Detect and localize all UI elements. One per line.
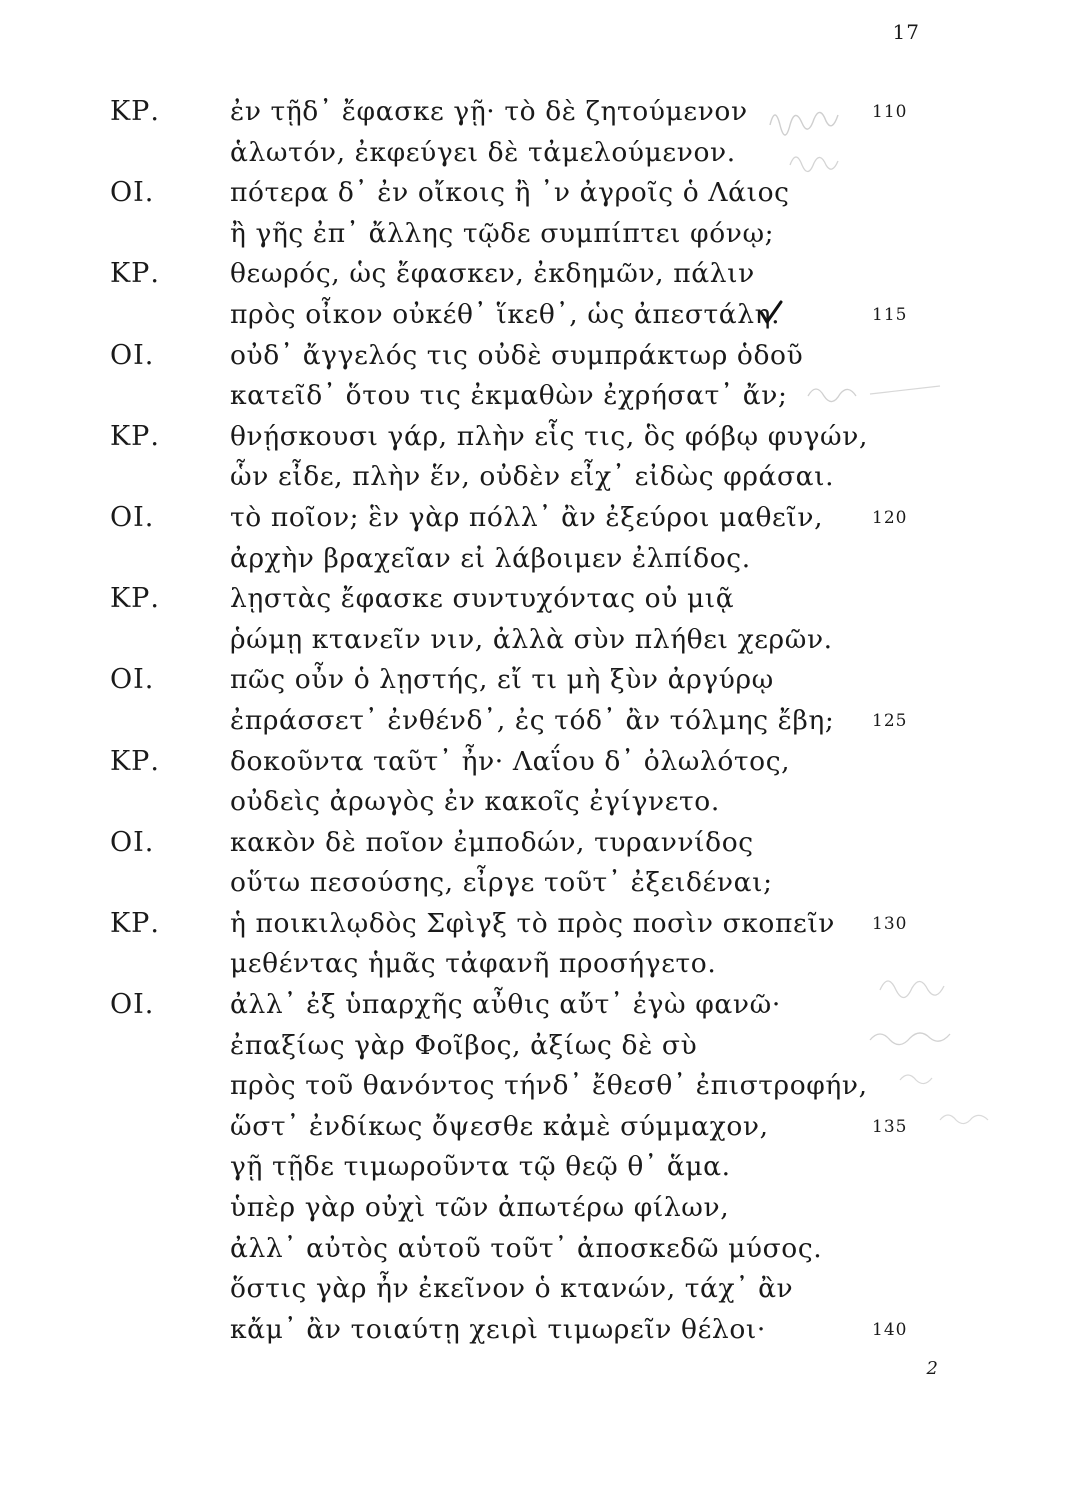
- line-number: 140: [872, 1319, 908, 1340]
- verse-line: [0, 92, 1068, 133]
- page-number: 17: [892, 20, 920, 44]
- verse-line: [0, 1026, 1068, 1067]
- verse-text: μεθέντας ἡμᾶς τἀφανῆ προσήγετο.: [230, 948, 717, 980]
- check-mark-icon: [758, 300, 784, 326]
- verse-text: ἀρχὴν βραχεῖαν εἰ λάβοιμεν ἐλπίδος.: [230, 542, 751, 574]
- line-number: 130: [872, 913, 908, 934]
- speaker-label: ΚΡ.: [110, 258, 160, 290]
- speaker-label: ΚΡ.: [110, 96, 160, 127]
- speaker-label: ΟΙ.: [110, 826, 155, 858]
- speaker-label: ΚΡ.: [110, 583, 160, 615]
- verse-line: [0, 823, 1068, 864]
- speaker-label: ΟΙ.: [110, 177, 155, 209]
- line-number: 125: [872, 710, 908, 731]
- verse-text: ἢ γῆς ἐπ᾽ ἄλλης τῷδε συμπίπτει φόνῳ;: [230, 217, 775, 249]
- verse-line: [0, 376, 1068, 417]
- verse-text: ὥστ᾽ ἐνδίκως ὄψεσθε κἀμὲ σύμμαχον,: [230, 1110, 769, 1142]
- verse-text: ἡ ποικιλῳδὸς Σφὶγξ τὸ πρὸς ποσὶν σκοπεῖν: [230, 907, 836, 939]
- verse-text: πότερα δ᾽ ἐν οἴκοις ἢ ᾽ν ἀγροῖς ὁ Λάιος: [230, 177, 790, 209]
- verse-text: τὸ ποῖον; ἓν γὰρ πόλλ᾽ ἂν ἐξεύροι μαθεῖν,: [230, 501, 824, 533]
- verse-line: [0, 742, 1068, 783]
- verse-line: [0, 498, 1068, 539]
- speaker-label: ΚΡ.: [110, 745, 160, 777]
- printer-signature: 2: [926, 1358, 938, 1379]
- verse-line: [0, 214, 1068, 255]
- verse-text: θεωρός, ὡς ἔφασκεν, ἐκδημῶν, πάλιν: [230, 258, 755, 290]
- verse-text: πρὸς τοῦ θανόντος τήνδ᾽ ἔθεσθ᾽ ἐπιστροφήν,: [230, 1070, 868, 1102]
- verse-line: [0, 133, 1068, 174]
- verse-text: πρὸς οἶκον οὐκέθ᾽ ἵκεθ᾽, ὡς ἀπεστάλη.: [230, 298, 781, 330]
- verse-line: [0, 539, 1068, 580]
- speaker-label: ΚΡ.: [110, 420, 160, 452]
- verse-text: ἀλλ᾽ αὐτὸς αὑτοῦ τοῦτ᾽ ἀποσκεδῶ μύσος.: [230, 1232, 823, 1264]
- verse-text: οὐδ᾽ ἄγγελός τις οὐδὲ συμπράκτωρ ὁδοῦ: [230, 339, 804, 371]
- speaker-label: ΟΙ.: [110, 339, 155, 371]
- verse-text: λῃστὰς ἔφασκε συντυχόντας οὐ μιᾷ: [230, 583, 735, 615]
- verse-text: οὕτω πεσούσης, εἶργε τοῦτ᾽ ἐξειδέναι;: [230, 867, 773, 899]
- verse-line: [0, 579, 1068, 620]
- verse-text: ῥώμῃ κτανεῖν νιν, ἀλλὰ σὺν πλήθει χερῶν.: [230, 623, 833, 655]
- verse-text: ἐν τῇδ᾽ ἔφασκε γῇ· τὸ δὲ ζητούμενον: [230, 96, 748, 127]
- verse-text: πῶς οὖν ὁ λῃστής, εἴ τι μὴ ξὺν ἀργύρῳ: [230, 664, 774, 696]
- verse-text: κἄμ᾽ ἂν τοιαύτῃ χειρὶ τιμωρεῖν θέλοι·: [230, 1313, 766, 1345]
- verse-line: [0, 1066, 1068, 1107]
- verse-text: ἐπαξίως γὰρ Φοῖβος, ἀξίως δὲ σὺ: [230, 1029, 698, 1061]
- verse-text: οὐδεὶς ἀρωγὸς ἐν κακοῖς ἐγίγνετο.: [230, 786, 720, 818]
- verse-line: [0, 417, 1068, 458]
- verse-text: ὑπὲρ γὰρ οὐχὶ τῶν ἀπωτέρω φίλων,: [230, 1192, 730, 1224]
- speaker-label: ΟΙ.: [110, 664, 155, 696]
- verse-line: [0, 904, 1068, 945]
- verse-line: [0, 336, 1068, 377]
- verse-line: [0, 457, 1068, 498]
- verse-text: ἀλλ᾽ ἐξ ὑπαρχῆς αὖθις αὔτ᾽ ἐγὼ φανῶ·: [230, 989, 781, 1021]
- verse-line: [0, 782, 1068, 823]
- verse-line: [0, 1147, 1068, 1188]
- verse-line: [0, 295, 1068, 336]
- verse-text: δοκοῦντα ταῦτ᾽ ἦν· Λαΐου δ᾽ ὀλωλότος,: [230, 745, 791, 777]
- verse-line: [0, 254, 1068, 295]
- verse-text: κατεῖδ᾽ ὅτου τις ἐκμαθὼν ἐχρήσατ᾽ ἄν;: [230, 380, 788, 412]
- verse-line: [0, 1188, 1068, 1229]
- verse-text: ὅστις γὰρ ἦν ἐκεῖνον ὁ κτανών, τάχ᾽ ἂν: [230, 1273, 794, 1305]
- verse-text: γῇ τῇδε τιμωροῦντα τῷ θεῷ θ᾽ ἅμα.: [230, 1151, 731, 1183]
- verse-block: [0, 92, 1068, 1350]
- verse-line: [0, 863, 1068, 904]
- speaker-label: ΟΙ.: [110, 501, 155, 533]
- verse-text: ὧν εἶδε, πλὴν ἕν, οὐδὲν εἶχ᾽ εἰδὼς φράσαι.: [230, 461, 835, 493]
- verse-text: ἁλωτόν, ἐκφεύγει δὲ τἀμελούμενον.: [230, 136, 736, 168]
- line-number: 110: [872, 102, 908, 122]
- verse-line: [0, 1310, 1068, 1351]
- verse-line: [0, 701, 1068, 742]
- verse-line: [0, 1107, 1068, 1148]
- verse-line: [0, 1229, 1068, 1270]
- speaker-label: ΟΙ.: [110, 989, 155, 1021]
- line-number: 120: [872, 507, 908, 528]
- verse-text: θνῄσκουσι γάρ, πλὴν εἷς τις, ὃς φόβῳ φυγών,: [230, 420, 868, 452]
- verse-line: [0, 173, 1068, 214]
- speaker-label: ΚΡ.: [110, 907, 160, 939]
- verse-line: [0, 1269, 1068, 1310]
- line-number: 135: [872, 1116, 908, 1137]
- verse-line: [0, 620, 1068, 661]
- line-number: 115: [872, 304, 908, 325]
- verse-line: [0, 944, 1068, 985]
- verse-text: κακὸν δὲ ποῖον ἐμποδών, τυραννίδος: [230, 826, 754, 858]
- verse-line: [0, 985, 1068, 1026]
- verse-text: ἐπράσσετ᾽ ἐνθένδ᾽, ἐς τόδ᾽ ἂν τόλμης ἔβη;: [230, 704, 835, 736]
- verse-line: [0, 660, 1068, 701]
